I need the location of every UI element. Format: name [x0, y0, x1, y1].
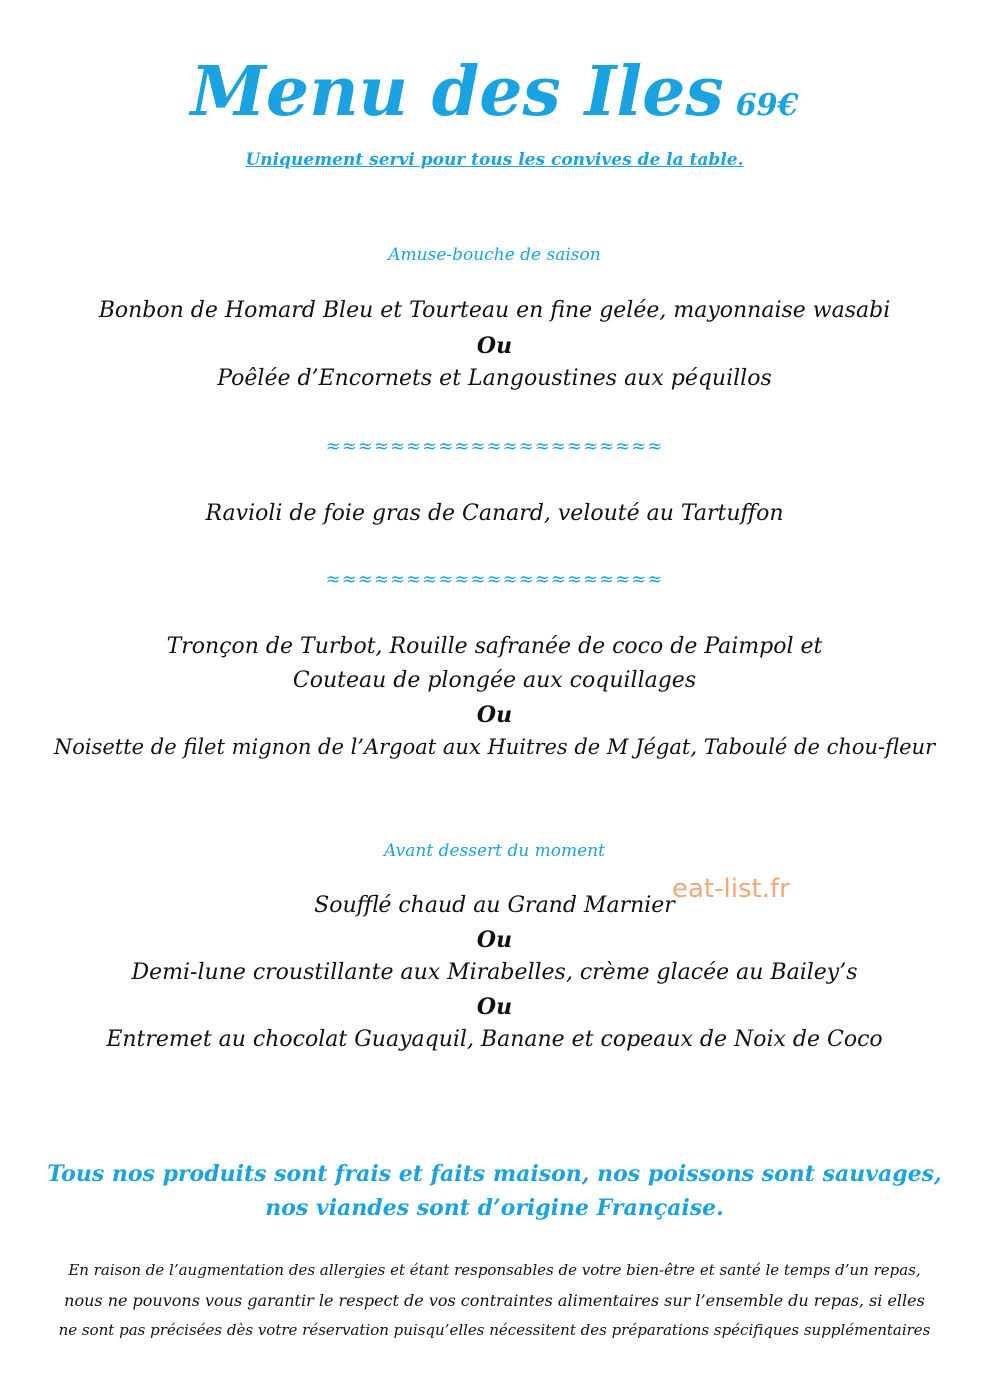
dessert-dish-2: Demi-lune croustillante aux Mirabelles, crème glacée au Bailey’s — [131, 960, 858, 985]
intermediate-dish: Ravioli de foie gras de Canard, velouté au Tartuffon — [205, 501, 784, 526]
allergy-line-2: nous ne pouvons vous garantir le respect de vos contraintes alimentaires sur l’ensemble du repas, si elles — [64, 1291, 925, 1310]
watermark-logo: eat-list.fr — [672, 874, 790, 904]
amuse-bouche-label: Amuse-bouche de saison — [388, 245, 601, 265]
starter-dish-2: Poêlée d’Encornets et Langoustines aux péquillos — [217, 366, 772, 391]
main-or: Ou — [476, 702, 513, 728]
menu-price: 69€ — [735, 88, 799, 123]
main-dish-2: Noisette de filet mignon de l’Argoat aux Huitres de M Jégat, Taboulé de chou-fleur — [53, 735, 936, 759]
main-dish-1-line-2: Couteau de plongée aux coquillages — [292, 668, 697, 693]
menu-subtitle: Uniquement servi pour tous les convives de la table. — [245, 150, 744, 170]
dessert-or-2: Ou — [476, 994, 513, 1020]
wave-divider-2: ≈≈≈≈≈≈≈≈≈≈≈≈≈≈≈≈≈≈≈≈≈ — [325, 569, 664, 590]
starter-dish-1: Bonbon de Homard Bleu et Tourteau en fine gelée, mayonnaise wasabi — [98, 298, 891, 323]
allergy-line-3: ne sont pas précisées dès votre réservation puisqu’elles nécessitent des préparations spécifiques supplémentaires — [58, 1321, 931, 1339]
starter-or: Ou — [476, 333, 513, 359]
avant-dessert-label: Avant dessert du moment — [384, 841, 605, 861]
notice-line-2: nos viandes sont d’origine Française. — [265, 1195, 724, 1221]
dessert-or-1: Ou — [476, 927, 513, 953]
dessert-dish-1: Soufflé chaud au Grand Marnier — [314, 893, 675, 918]
allergy-line-1: En raison de l’augmentation des allergies et étant responsables de votre bien-être et santé le temps d’un repas, — [68, 1261, 921, 1279]
menu-header — [0, 52, 989, 132]
dessert-dish-3: Entremet au chocolat Guayaquil, Banane et copeaux de Noix de Coco — [106, 1027, 883, 1052]
menu-title: Menu des Iles — [190, 52, 724, 132]
wave-divider-1: ≈≈≈≈≈≈≈≈≈≈≈≈≈≈≈≈≈≈≈≈≈ — [325, 436, 664, 457]
main-dish-1-line-1: Tronçon de Turbot, Rouille safranée de coco de Paimpol et — [166, 634, 823, 659]
notice-line-1: Tous nos produits sont frais et faits maison, nos poissons sont sauvages, — [47, 1161, 942, 1187]
